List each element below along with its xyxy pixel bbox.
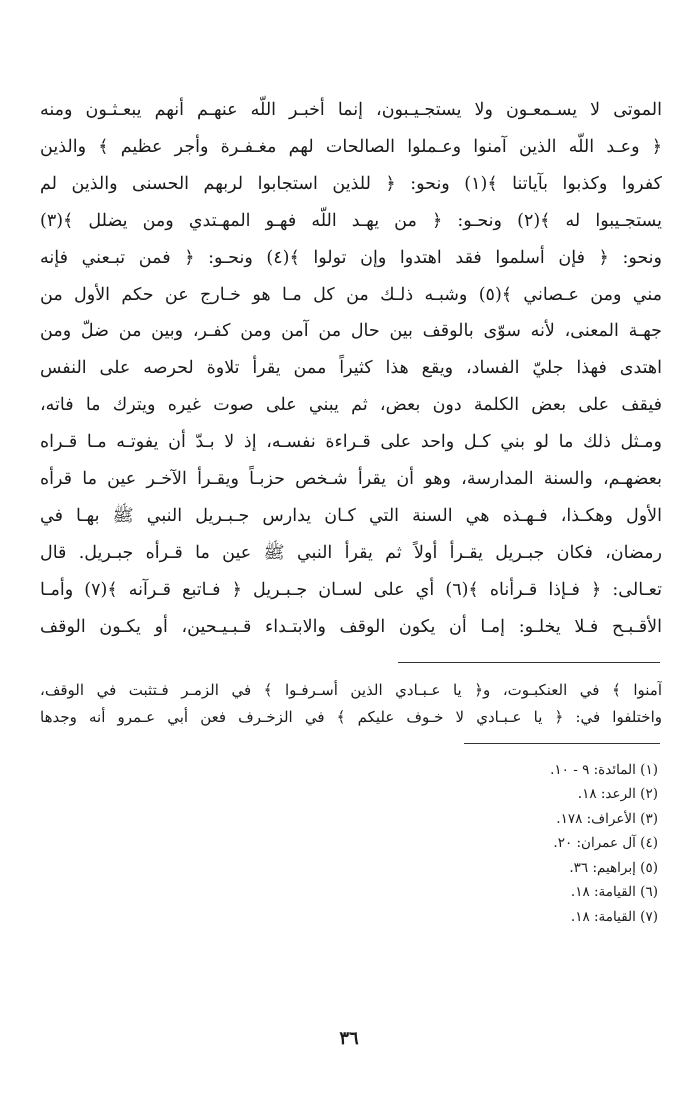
body-line: ومـثل ذلك ما لو بني كـل واحد على قـراءة نفسـه، إذ لا بـدّ أن يفوتـه مـا قـراه [40, 432, 662, 453]
main-body-text [40, 92, 662, 646]
body-line: الأول وهكـذا، فـهـذه هي السنة التي كـان يدارس جـبـريل النبي ﷺ بهـا في [40, 505, 662, 526]
body-line: تعـالى: ﴿ فـإذا قـرأناه ﴾(٦) أي على لسـان جـبـريل ﴿ فـاتبع قـرآنه ﴾(٧) وأمـا [40, 579, 662, 600]
footnote-separator-short [464, 743, 660, 744]
footnotes-list [40, 758, 658, 930]
body-line: رمضان، فكان جبـريل يقـرأ أولاً ثم يقرأ النبي ﷺ عين ما قـرأه جبـريل. قال [40, 542, 662, 563]
footnote-continuation [40, 677, 662, 731]
footnote-item: (٧) القيامة: ١٨. [570, 908, 658, 925]
body-line: الأقـبـح فـلا يخلـو: إمـا أن يكون الوقف والابتـداء قـبـيـحين، أو يكـون الوقف [40, 616, 662, 637]
body-line: ونحو: ﴿ فإن أسلموا فقد اهتدوا وإن تولوا ﴾(٤) ونحـو: ﴿ فمن تبـعني فإنه [40, 247, 662, 268]
footnote-continuation-line: واختلفوا في: ﴿ يا عـبـادي لا خـوف عليكم ﴾ في الزخـرف فعن أبي عـمرو أنه وجدها [40, 707, 662, 726]
body-line: ﴿ وعـد اللّه الذين آمنوا وعـملوا الصالحات لهم مغـفـرة وأجر عظيم ﴾ والذين [40, 136, 662, 157]
footnote-item: (٤) آل عمران: ٢٠. [553, 835, 658, 852]
footnote-item: (٥) إبراهيم: ٣٦. [569, 859, 658, 876]
footnote-item: (٢) الرعد: ١٨. [577, 786, 658, 803]
body-line: يستجـيبوا له ﴾(٢) ونحـو: ﴿ من يهـد اللّه فهـو المهـتدي ومن يضلل ﴾(٣) [40, 210, 662, 231]
footnote-continuation-line: آمنوا ﴾ في العنكبـوت، و﴿ يا عـبـادي الذين أسـرفـوا ﴾ في الزمـر فـتثبت في الوقف، [40, 680, 662, 699]
body-line: اهتدى فهذا جليّ الفساد، ويقع هذا كثيراً ممن يقرأ تلاوة لحرصه على النفس [40, 358, 662, 379]
body-line: جهـة المعنى، لأنه سوّى بالوقف بين حال من آمن ومن كفـر، وبين من ضلّ ومن [40, 321, 662, 342]
body-line: فيقف على بعض الكلمة دون بعض، ثم يبني على صوت غيره ويترك ما فاته، [40, 395, 662, 416]
footnote-item: (٦) القيامة: ١٨. [570, 884, 658, 901]
book-page [40, 92, 662, 943]
body-line: كفروا وكذبوا بآياتنا ﴾(١) ونحو: ﴿ للذين استجابوا لربهم الحسنى والذين لم [40, 173, 662, 194]
body-line: بعضهـم، والسنة المدارسة، وهو أن يقرأ شـخص حزبـاً ويقـرأ الآخـر عين ما قرأه [40, 469, 662, 490]
footnote-item: (١) المائدة: ٩ - ١٠. [550, 761, 658, 778]
footnote-item: (٣) الأعراف: ١٧٨. [556, 810, 658, 827]
footnote-separator [398, 662, 660, 663]
body-line: مني ومن عـصاني ﴾(٥) وشبـه ذلـك من كل مـا هو خـارج عن حكم الأول من [40, 284, 662, 305]
page-number: ٣٦ [339, 1028, 359, 1049]
body-line: الموتى لا يسـمعـون ولا يستجـيـبون، إنما أخبـر اللّه عنهـم أنهم يبعـثـون ومنه [40, 100, 662, 120]
